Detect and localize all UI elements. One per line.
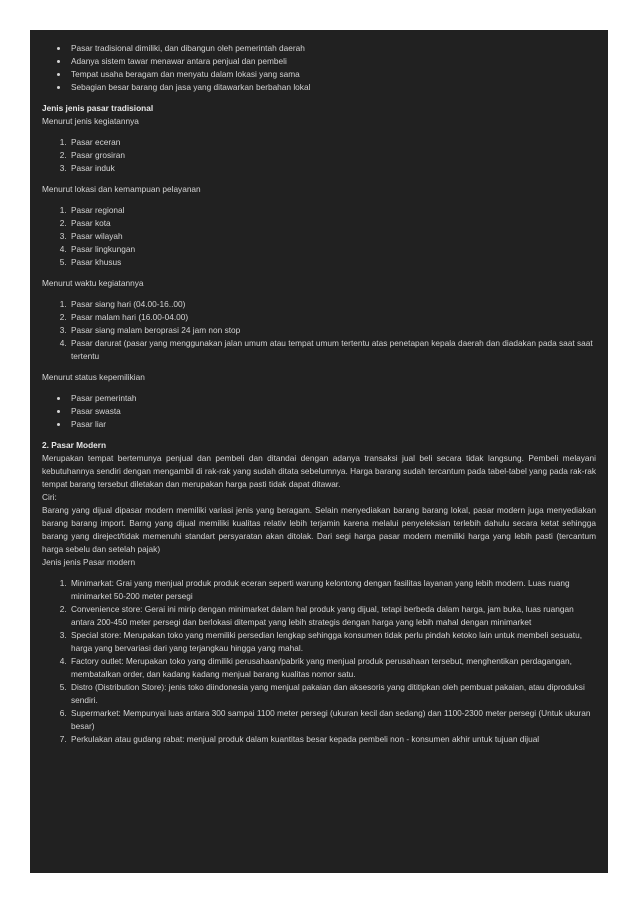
jenis-modern-list (42, 577, 596, 746)
list-item: 4. Factory outlet: Merupakan toko yang dimiliki perusahaan/pabrik yang menjual produk perusahaan tersebut, menghentikan perdagangan, membatalkan order, dan kadang kadang menjual barang kualitas nomor satu. (69, 655, 596, 681)
list-item: 1. Pasar regional (69, 204, 596, 217)
subsection-label-waktu: Menurut waktu kegiatannya (42, 278, 144, 288)
list-item: 3. Special store: Merupakan toko yang memiliki persedian lengkap sehingga konsumen tidak perlu pindah ketoko lain untuk membeli sesuatu, harga yang bervariasi dari yang terjangkau hingga yang mahal. (69, 629, 596, 655)
list-item: • Tempat usaha beragam dan menyatu dalam lokasi yang sama (69, 68, 596, 81)
section-heading-pasar-modern: 2. Pasar Modern (42, 440, 107, 450)
list-item: 1. Pasar siang hari (04.00-16..00) (69, 298, 596, 311)
list-item: 2. Pasar kota (69, 217, 596, 230)
list-item: 3. Pasar wilayah (69, 230, 596, 243)
intro-bullet-list (42, 42, 596, 94)
jenis-modern-label: Jenis jenis Pasar modern (42, 557, 136, 567)
list-item: • Pasar liar (69, 418, 596, 431)
list-item: • Pasar tradisional dimiliki, dan dibangun oleh pemerintah daerah (69, 42, 596, 55)
list-item: • Sebagian besar barang dan jasa yang ditawarkan berbahan lokal (69, 81, 596, 94)
list-item: 2. Convenience store: Gerai ini mirip dengan minimarket dalam hal produk yang dijual, tetapi berbeda dalam harga, jam buka, luas ruangan antara 200-450 meter persegi dan berlokasi ditempat yang lebih strategis dengan harga yang lebih mahal dengan minimarket (69, 603, 596, 629)
list-item: • Pasar pemerintah (69, 392, 596, 405)
list-item: 6. Supermarket: Mempunyai luas antara 300 sampai 1100 meter persegi (ukuran kecil dan sedang) dan 1100-2300 meter persegi (Untuk ukuran besar) (69, 707, 596, 733)
document-page (30, 30, 608, 873)
subsection-label-kegiatan: Menurut jenis kegiatannya (42, 116, 139, 126)
ciri-label: Ciri: (42, 492, 57, 502)
list-item: 5. Distro (Distribution Store): jenis toko diindonesia yang menjual pakaian dan aksesoris yang dititipkan oleh pembuat pakaian, atau diproduksi sendiri. (69, 681, 596, 707)
list-item: • Pasar swasta (69, 405, 596, 418)
list-item: 5. Pasar khusus (69, 256, 596, 269)
document-content (42, 42, 596, 746)
waktu-list (42, 298, 596, 363)
list-item: 2. Pasar grosiran (69, 149, 596, 162)
list-item: 7. Perkulakan atau gudang rabat: menjual produk dalam kuantitas besar kepada pembeli non - konsumen akhir untuk tujuan dijual (69, 733, 596, 746)
subsection-label-lokasi: Menurut lokasi dan kemampuan pelayanan (42, 184, 201, 194)
list-item: 1. Minimarkat: Grai yang menjual produk produk eceran seperti warung kelontong dengan fasilitas layanan yang lebih modern. Luas ruang minimarket 50-200 meter persegi (69, 577, 596, 603)
status-list (42, 392, 596, 431)
lokasi-list (42, 204, 596, 269)
list-item: 3. Pasar induk (69, 162, 596, 175)
list-item: 3. Pasar siang malam beroprasi 24 jam non stop (69, 324, 596, 337)
list-item: 1. Pasar eceran (69, 136, 596, 149)
kegiatan-list (42, 136, 596, 175)
list-item: 4. Pasar lingkungan (69, 243, 596, 256)
section-heading-jenis-tradisional: Jenis jenis pasar tradisional (42, 103, 154, 113)
modern-paragraph: Merupakan tempat bertemunya penjual dan pembeli dan ditandai dengan adanya transaksi jual beli secara tidak langsung. Pembeli melayani kebutuhannya sendiri dengan mengambil di rak-rak yang sudah ditata sebelumnya. Harga barang sudah tercantum pada tabel-tabel yang pada rak-rak tempat barang tersebut diletakan dan merupakan harga pasti tidak dapat ditawar. (42, 453, 596, 489)
subsection-label-status: Menurut status kepemilikian (42, 372, 145, 382)
list-item: 4. Pasar darurat (pasar yang menggunakan jalan umum atau tempat umum tertentu atas penetapan kepala daerah dan diadakan pada saat saat tertentu (69, 337, 596, 363)
ciri-paragraph: Barang yang dijual dipasar modern memiliki variasi jenis yang beragam. Selain menyediakan barang barang lokal, pasar modern juga menyediakan barang barang import. Barng yang dijual memiliki kualitas relativ lebih terjamin karena melalui penyeleksian terlebih dahulu secara ketat sehingga barang yang direject/tidak memenuhi standart persyaratan akan ditolak. Dari segi harga pasar modern memiliki harga yang lebih pasti (tercantum harga sebelu dan setelah pajak) (42, 505, 596, 554)
list-item: • Adanya sistem tawar menawar antara penjual dan pembeli (69, 55, 596, 68)
list-item: 2. Pasar malam hari (16.00-04.00) (69, 311, 596, 324)
